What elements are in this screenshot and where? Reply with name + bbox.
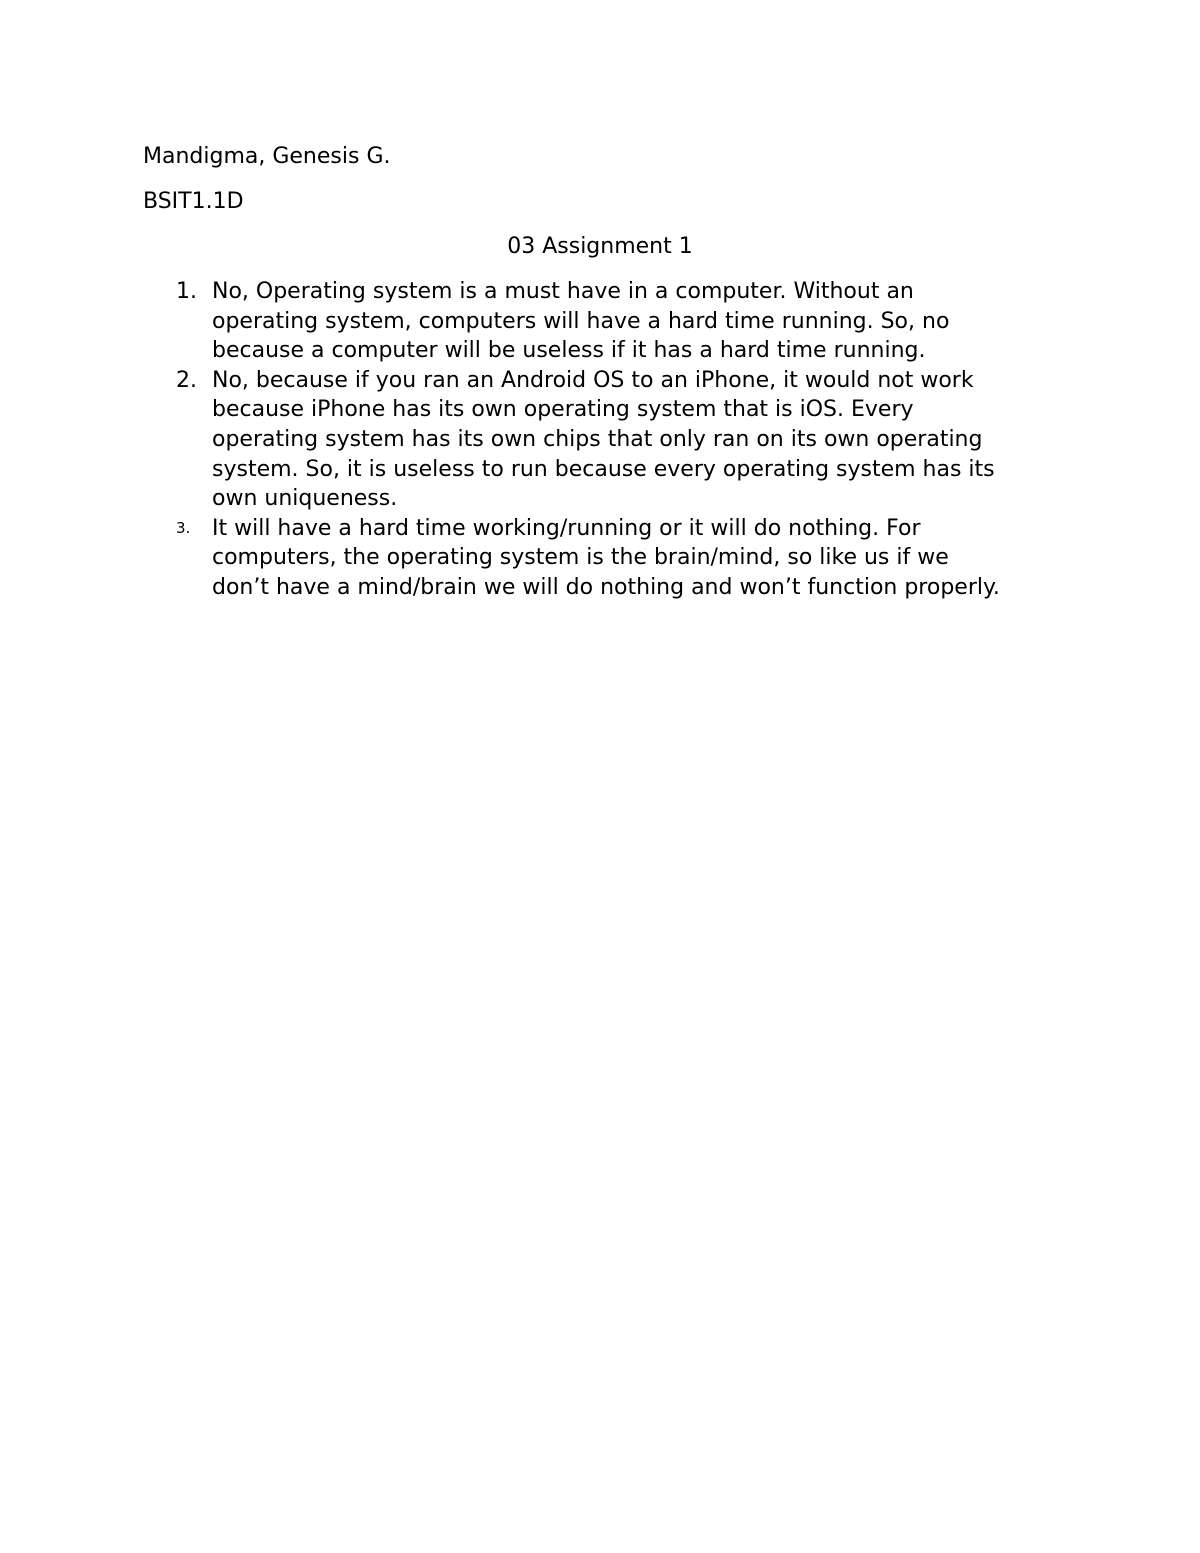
answer-line: No, because if you ran an Android OS to an iPhone, it would not work xyxy=(212,367,974,393)
answer-line: computers, the operating system is the brain/mind, so like us if we xyxy=(212,545,949,571)
answer-line: No, Operating system is a must have in a computer. Without an xyxy=(212,279,914,304)
answer-line: own uniqueness. xyxy=(212,486,398,512)
answer-list xyxy=(143,277,1103,603)
answer-number: 1. xyxy=(176,279,197,304)
answer-number: 3. xyxy=(176,518,191,537)
answer-text xyxy=(212,277,1103,366)
answer-line: operating system has its own chips that only ran on its own operating xyxy=(212,426,983,452)
answer-item-3 xyxy=(143,514,1103,603)
answer-line: because a computer will be useless if it has a hard time running. xyxy=(212,338,926,364)
answer-text xyxy=(212,514,1103,603)
document-title: 03 Assignment 1 xyxy=(507,234,693,259)
answer-line: operating system, computers will have a hard time running. So, no xyxy=(212,308,950,334)
answer-line: don’t have a mind/brain we will do nothing and won’t function properly. xyxy=(212,574,1000,600)
answer-item-1 xyxy=(143,277,1103,366)
answer-text xyxy=(212,366,1103,514)
student-name: Mandigma, Genesis G. xyxy=(143,144,391,169)
answer-line: because iPhone has its own operating system that is iOS. Every xyxy=(212,397,914,423)
answer-number: 2. xyxy=(176,367,197,393)
answer-line: system. So, it is useless to run because every operating system has its xyxy=(212,456,995,482)
answer-item-2 xyxy=(143,366,1103,514)
answer-line: It will have a hard time working/running or it will do nothing. For xyxy=(212,515,921,541)
section-code: BSIT1.1D xyxy=(143,189,244,214)
